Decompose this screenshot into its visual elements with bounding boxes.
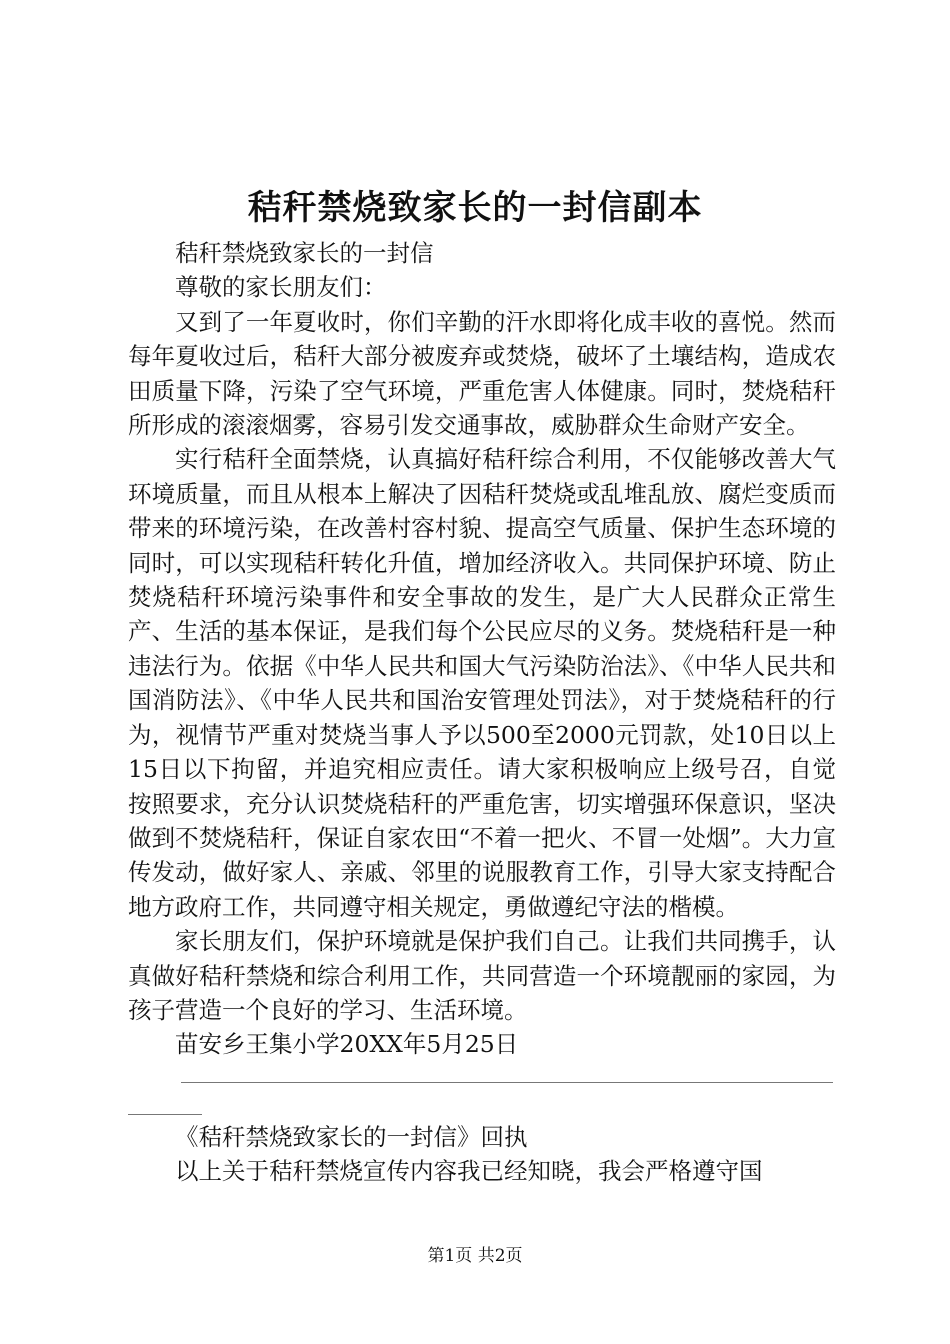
paragraph-1: 又到了一年夏收时，你们辛勤的汗水即将化成丰收的喜悦。然而每年夏收过后，秸秆大部分被废弃或焚烧，破坏了土壤结构，造成农田质量下降，污染了空气环境，严重危害人体健康。同时，焚烧秸秆所形成的滚滚烟雾，容易引发交通事故，威胁群众生命财产安全。 <box>128 307 836 440</box>
receipt-section <box>128 1120 836 1189</box>
document-title: 秸秆禁烧致家长的一封信副本 <box>247 188 703 228</box>
document-body <box>128 236 836 1062</box>
cut-line-continuation <box>128 1114 202 1115</box>
paragraph-3: 家长朋友们，保护环境就是保护我们自己。让我们共同携手，认真做好秸秆禁烧和综合利用工作，共同营造一个环境靓丽的家园，为孩子营造一个良好的学习、生活环境。 <box>128 927 836 1024</box>
signature-date: 苗安乡王集小学20XX年5月25日 <box>175 1030 519 1059</box>
receipt-text: 以上关于秸秆禁烧宣传内容我已经知晓，我会严格遵守国 <box>175 1157 763 1186</box>
salutation: 尊敬的家长朋友们： <box>175 273 387 302</box>
page-number: 第1页 共2页 <box>427 1246 523 1266</box>
paragraph-2: 实行秸秆全面禁烧，认真搞好秸秆综合利用，不仅能够改善大气环境质量，而且从根本上解决了因秸秆焚烧或乱堆乱放、腐烂变质而带来的环境污染，在改善村容村貌、提高空气质量、保护生态环境的同时，可以实现秸秆转化升值，增加经济收入。共同保护环境、防止焚烧秸秆环境污染事件和安全事故的发生，是广大人民群众正常生产、生活的基本保证，是我们每个公民应尽的义务。焚烧秸秆是一种违法行为。依据《中华人民共和国大气污染防治法》、《中华人民共和国消防法》、《中华人民共和国治安管理处罚法》，对于焚烧秸秆的行为，视情节严重对焚烧当事人予以500至2000元罚款，处10日以上15日以下拘留，并追究相应责任。请大家积极响应上级号召，自觉按照要求，充分认识焚烧秸秆的严重危害，切实增强环保意识，坚决做到不焚烧秸秆，保证自家农田“不着一把火、不冒一处烟”。大力宣传发动，做好家人、亲戚、邻里的说服教育工作，引导大家支持配合地方政府工作，共同遵守相关规定，勇做遵纪守法的楷模。 <box>128 445 836 921</box>
cut-line <box>181 1082 833 1083</box>
letter-heading: 秸秆禁烧致家长的一封信 <box>175 239 434 267</box>
receipt-title: 《秸秆禁烧致家长的一封信》回执 <box>175 1123 528 1151</box>
